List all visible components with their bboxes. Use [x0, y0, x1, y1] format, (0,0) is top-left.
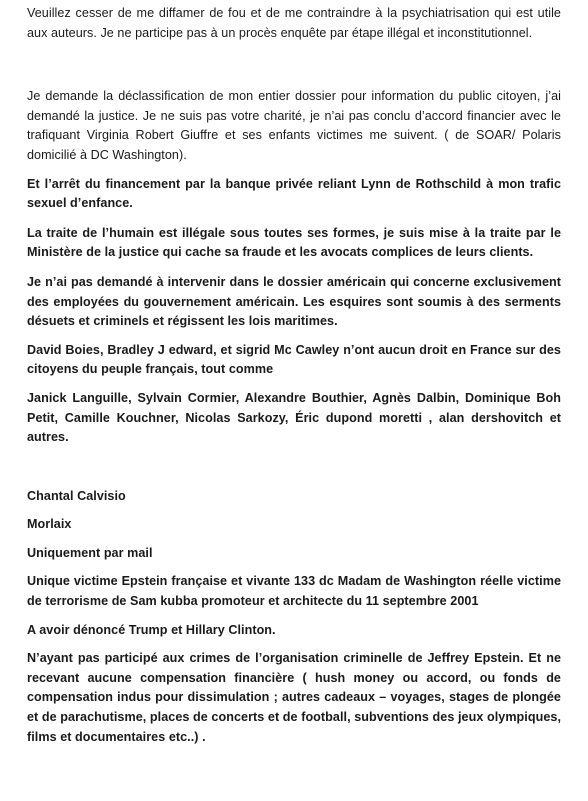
signature-contact: Uniquement par mail	[27, 545, 153, 560]
paragraph-denonciation: A avoir dénoncé Trump et Hillary Clinton.	[27, 622, 276, 637]
paragraph-compensation: N’ayant pas participé aux crimes de l’organisation criminelle de Jeffrey Epstein. Et ne recevant aucune compensation financière ( hush money ou accord, ou fonds de compensation indus pour dissimulation ; autres cadeaux – voyages, stages de plongée et de parachutisme, places de concerts et de football, subventions des jeux olympiques, films et documentaires etc..) .	[27, 651, 561, 744]
paragraph-dossier-americain: Je n’ai pas demandé à intervenir dans le dossier américain qui concerne exclusivement des employées du gouvernement américain. Les esquires sont soumis à des serments désuets et criminels et régissent les lois maritimes.	[27, 274, 561, 329]
paragraph-declassification: Je demande la déclassification de mon entier dossier pour information du public citoyen, j’ai demandé la justice. Je ne suis pas votre charité, je n’ai pas conclu d’accord financier avec le trafiquant Virginia Robert Giuffre et ses enfants victimes me suivent. ( de SOAR/ Polaris domicilié à DC Washington).	[27, 89, 561, 162]
paragraph-traite: La traite de l’humain est illégale sous toutes ses formes, je suis mise à la traite par le Ministère de la justice qui cache sa fraude et les avocats complices de leurs clients.	[27, 225, 561, 260]
paragraph-avocats: David Boies, Bradley J edward, et sigrid Mc Cawley n’ont aucun droit en France sur des citoyens du peuple français, tout comme	[27, 342, 561, 377]
paragraph-victime: Unique victime Epstein française et vivante 133 dc Madam de Washington réelle victime de terrorisme de Sam kubba promoteur et architecte du 11 septembre 2001	[27, 574, 561, 609]
paragraph-financement: Et l’arrêt du financement par la banque privée reliant Lynn de Rothschild à mon trafic sexuel d’enfance.	[27, 176, 561, 211]
signature-name: Chantal Calvisio	[27, 488, 126, 503]
document-body	[27, 0, 561, 747]
paragraph-noms: Janick Languille, Sylvain Cormier, Alexandre Bouthier, Agnès Dalbin, Dominique Boh Petit, Camille Kouchner, Nicolas Sarkozy, Éric dupond moretti , alan dershovitch et autres.	[27, 390, 561, 445]
signature-city: Morlaix	[27, 517, 72, 532]
paragraph-diffamation: Veuillez cesser de me diffamer de fou et de me contraindre à la psychiatrisation qui est utile aux auteurs. Je ne participe pas à un procès enquête par étape illégal et inconstitutionnel.	[27, 6, 561, 40]
